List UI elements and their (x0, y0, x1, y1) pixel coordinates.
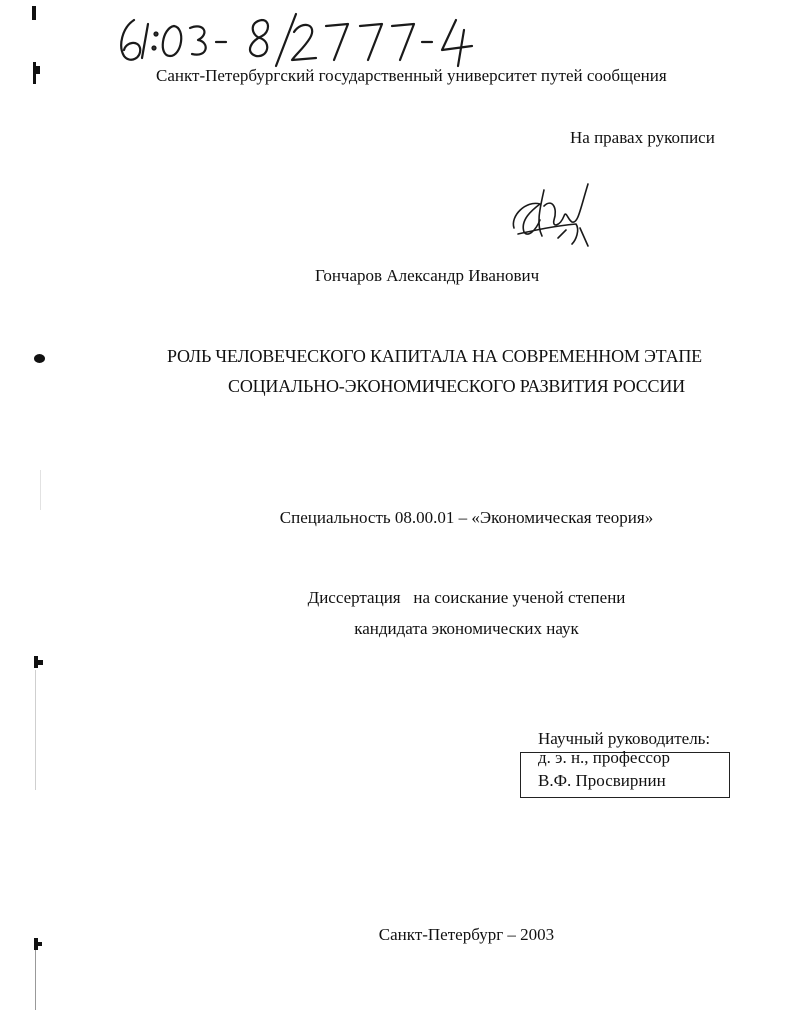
supervisor-label: Научный руководитель: (538, 729, 711, 748)
dissertation-purpose-line-2: кандидата экономических наук (354, 619, 579, 638)
thesis-title-line-2: СОЦИАЛЬНО-ЭКОНОМИЧЕСКОГО РАЗВИТИЯ РОССИИ (228, 376, 685, 396)
thesis-title-line-1: РОЛЬ ЧЕЛОВЕЧЕСКОГО КАПИТАЛА НА СОВРЕМЕННОМ ЭТАПЕ (167, 346, 702, 366)
scan-margin-line (35, 950, 36, 1010)
scan-margin-line (40, 470, 41, 510)
scan-mark (32, 6, 36, 20)
supervisor-degree: д. э. н., профессор (538, 748, 670, 767)
rights-note: На правах рукописи (570, 128, 715, 147)
supervisor-name: В.Ф. Просвирнин (538, 771, 666, 790)
handwritten-archive-number (112, 6, 512, 72)
specialty: Специальность 08.00.01 – «Экономическая теория» (279, 508, 654, 527)
scan-mark (36, 942, 42, 946)
scan-mark (34, 354, 45, 363)
scan-margin-line (35, 670, 36, 790)
city-and-year: Санкт-Петербург – 2003 (378, 925, 555, 944)
dissertation-purpose-line-1: Диссертация на соискание ученой степени (307, 588, 626, 607)
author-signature (506, 180, 602, 250)
scan-mark (35, 66, 40, 74)
author-name: Гончаров Александр Иванович (315, 266, 540, 285)
scan-mark (36, 660, 43, 665)
university-name: Санкт-Петербургский государственный университет путей сообщения (156, 66, 667, 85)
